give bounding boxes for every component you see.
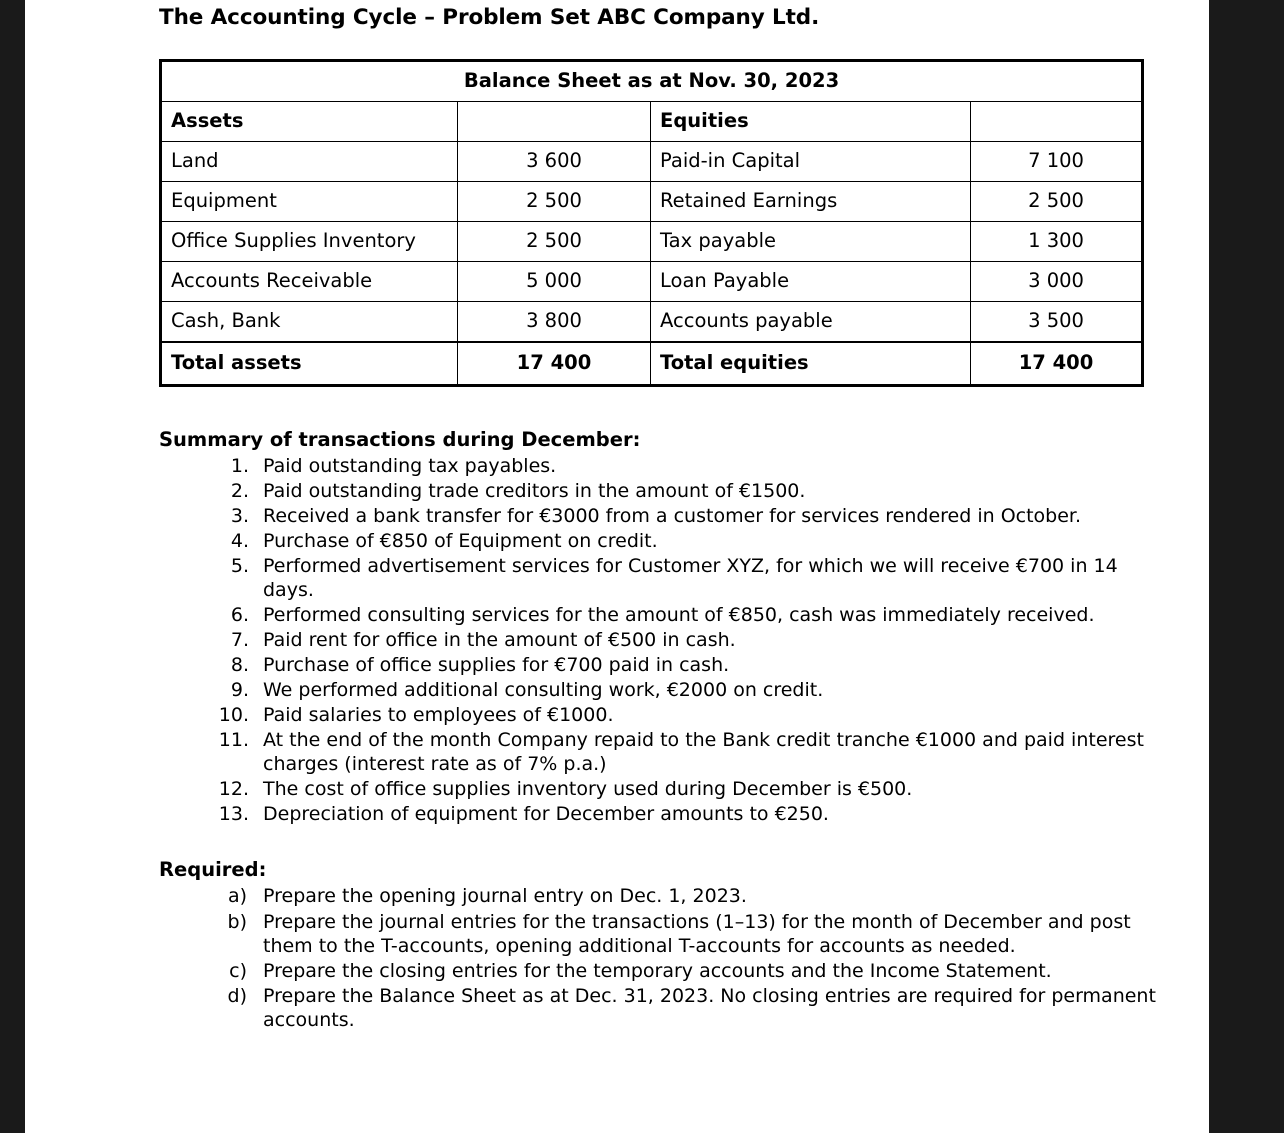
balance-sheet-container bbox=[159, 59, 1141, 387]
transactions-heading: Summary of transactions during December: bbox=[159, 428, 641, 451]
list-item-text: Performed advertisement services for Customer XYZ, for which we will receive €700 in 14 days. bbox=[263, 555, 1118, 602]
list-item-marker: 8. bbox=[230, 654, 249, 677]
cell-asset-amount: 2 500 bbox=[458, 222, 651, 262]
cell-asset-amount: 2 500 bbox=[458, 182, 651, 222]
list-item-marker: 6. bbox=[230, 604, 249, 627]
list-item-marker: 12. bbox=[218, 778, 249, 801]
table-total-row bbox=[161, 342, 1143, 386]
required-list bbox=[159, 884, 1169, 1031]
cell-equity-name: Accounts payable bbox=[651, 302, 971, 343]
table-row bbox=[161, 222, 1143, 262]
list-item-text: Depreciation of equipment for December amounts to €250. bbox=[263, 803, 829, 826]
document-content bbox=[159, 0, 1169, 1033]
list-item-marker: 9. bbox=[230, 679, 249, 702]
cell-equity-amount: 2 500 bbox=[971, 182, 1143, 222]
list-item-marker: 7. bbox=[230, 629, 249, 652]
list-item bbox=[159, 959, 1169, 983]
cell-equity-amount: 1 300 bbox=[971, 222, 1143, 262]
list-item-text: Paid outstanding trade creditors in the amount of €1500. bbox=[263, 480, 806, 503]
list-item-marker: 10. bbox=[218, 704, 249, 727]
table-caption-row bbox=[161, 61, 1143, 102]
column-header-equities-amount bbox=[971, 102, 1143, 142]
cell-equity-name: Tax payable bbox=[651, 222, 971, 262]
column-header-assets: Assets bbox=[161, 102, 458, 142]
cell-asset-amount: 3 600 bbox=[458, 142, 651, 182]
list-item bbox=[159, 884, 1169, 908]
cell-asset-name: Accounts Receivable bbox=[161, 262, 458, 302]
required-section bbox=[159, 858, 1169, 1031]
table-row bbox=[161, 182, 1143, 222]
list-item-marker: b) bbox=[227, 910, 247, 933]
table-row bbox=[161, 262, 1143, 302]
cell-equity-name: Loan Payable bbox=[651, 262, 971, 302]
cell-total-equities-label: Total equities bbox=[651, 342, 971, 386]
list-item-text: At the end of the month Company repaid to the Bank credit tranche €1000 and paid interest charges (interest rate as of 7% p.a.) bbox=[263, 729, 1144, 776]
list-item bbox=[159, 984, 1169, 1032]
list-item bbox=[159, 454, 1169, 478]
cell-equity-name: Retained Earnings bbox=[651, 182, 971, 222]
list-item-text: We performed additional consulting work, €2000 on credit. bbox=[263, 679, 824, 702]
list-item-text: Prepare the opening journal entry on Dec. 1, 2023. bbox=[263, 885, 747, 908]
list-item-marker: 13. bbox=[218, 803, 249, 826]
list-item-marker: 1. bbox=[230, 455, 249, 477]
list-item-marker: 4. bbox=[230, 530, 249, 553]
list-item-marker: 2. bbox=[230, 480, 249, 503]
cell-equity-amount: 3 500 bbox=[971, 302, 1143, 343]
list-item-marker: 3. bbox=[230, 505, 249, 528]
cell-asset-name: Cash, Bank bbox=[161, 302, 458, 343]
list-item-marker: a) bbox=[227, 885, 247, 908]
cell-equity-name: Paid-in Capital bbox=[651, 142, 971, 182]
page-title: The Accounting Cycle – Problem Set ABC Company Ltd. bbox=[159, 5, 820, 30]
transactions-section bbox=[159, 428, 1169, 826]
cell-asset-name: Land bbox=[161, 142, 458, 182]
list-item-text: Purchase of €850 of Equipment on credit. bbox=[263, 530, 658, 553]
cell-total-equities-amount: 17 400 bbox=[971, 342, 1143, 386]
list-item-marker: d) bbox=[227, 984, 247, 1007]
required-heading: Required: bbox=[159, 858, 267, 882]
list-item bbox=[159, 504, 1169, 528]
cell-total-assets-label: Total assets bbox=[161, 342, 458, 386]
balance-sheet-table bbox=[159, 59, 1144, 387]
list-item-text: Prepare the journal entries for the transactions (1–13) for the month of December and post them to the T-accounts, opening additional T-accounts for accounts as needed. bbox=[263, 910, 1131, 957]
list-item bbox=[159, 653, 1169, 677]
list-item bbox=[159, 603, 1169, 627]
list-item bbox=[159, 678, 1169, 702]
list-item bbox=[159, 728, 1169, 776]
transactions-list bbox=[159, 454, 1169, 826]
list-item bbox=[159, 529, 1169, 553]
cell-asset-name: Equipment bbox=[161, 182, 458, 222]
list-item bbox=[159, 703, 1169, 727]
list-item-marker: c) bbox=[229, 959, 247, 982]
list-item-text: Received a bank transfer for €3000 from a customer for services rendered in October. bbox=[263, 505, 1082, 528]
cell-asset-amount: 5 000 bbox=[458, 262, 651, 302]
list-item-text: Prepare the Balance Sheet as at Dec. 31, 2023. No closing entries are required for permanent accounts. bbox=[263, 984, 1156, 1031]
list-item-text: Paid rent for office in the amount of €500 in cash. bbox=[263, 629, 736, 652]
table-header-row bbox=[161, 102, 1143, 142]
cell-equity-amount: 7 100 bbox=[971, 142, 1143, 182]
table-row bbox=[161, 142, 1143, 182]
cell-asset-amount: 3 800 bbox=[458, 302, 651, 343]
list-item bbox=[159, 910, 1169, 958]
list-item-text: Purchase of office supplies for €700 paid in cash. bbox=[263, 654, 730, 677]
cell-total-assets-amount: 17 400 bbox=[458, 342, 651, 386]
list-item-text: Prepare the closing entries for the temporary accounts and the Income Statement. bbox=[263, 959, 1052, 982]
list-item bbox=[159, 554, 1169, 602]
list-item-text: Paid salaries to employees of €1000. bbox=[263, 704, 614, 727]
list-item-text: Paid outstanding tax payables. bbox=[263, 455, 557, 477]
table-row bbox=[161, 302, 1143, 343]
list-item bbox=[159, 628, 1169, 652]
list-item bbox=[159, 802, 1169, 826]
column-header-assets-amount bbox=[458, 102, 651, 142]
column-header-equities: Equities bbox=[651, 102, 971, 142]
cell-asset-name: Office Supplies Inventory bbox=[161, 222, 458, 262]
list-item-marker: 5. bbox=[230, 555, 249, 578]
list-item bbox=[159, 777, 1169, 801]
cell-equity-amount: 3 000 bbox=[971, 262, 1143, 302]
list-item-text: The cost of office supplies inventory used during December is €500. bbox=[263, 778, 913, 801]
list-item bbox=[159, 479, 1169, 503]
document-page bbox=[25, 0, 1209, 1133]
list-item-text: Performed consulting services for the amount of €850, cash was immediately received. bbox=[263, 604, 1095, 627]
balance-sheet-caption: Balance Sheet as at Nov. 30, 2023 bbox=[161, 61, 1143, 102]
list-item-marker: 11. bbox=[218, 729, 249, 752]
